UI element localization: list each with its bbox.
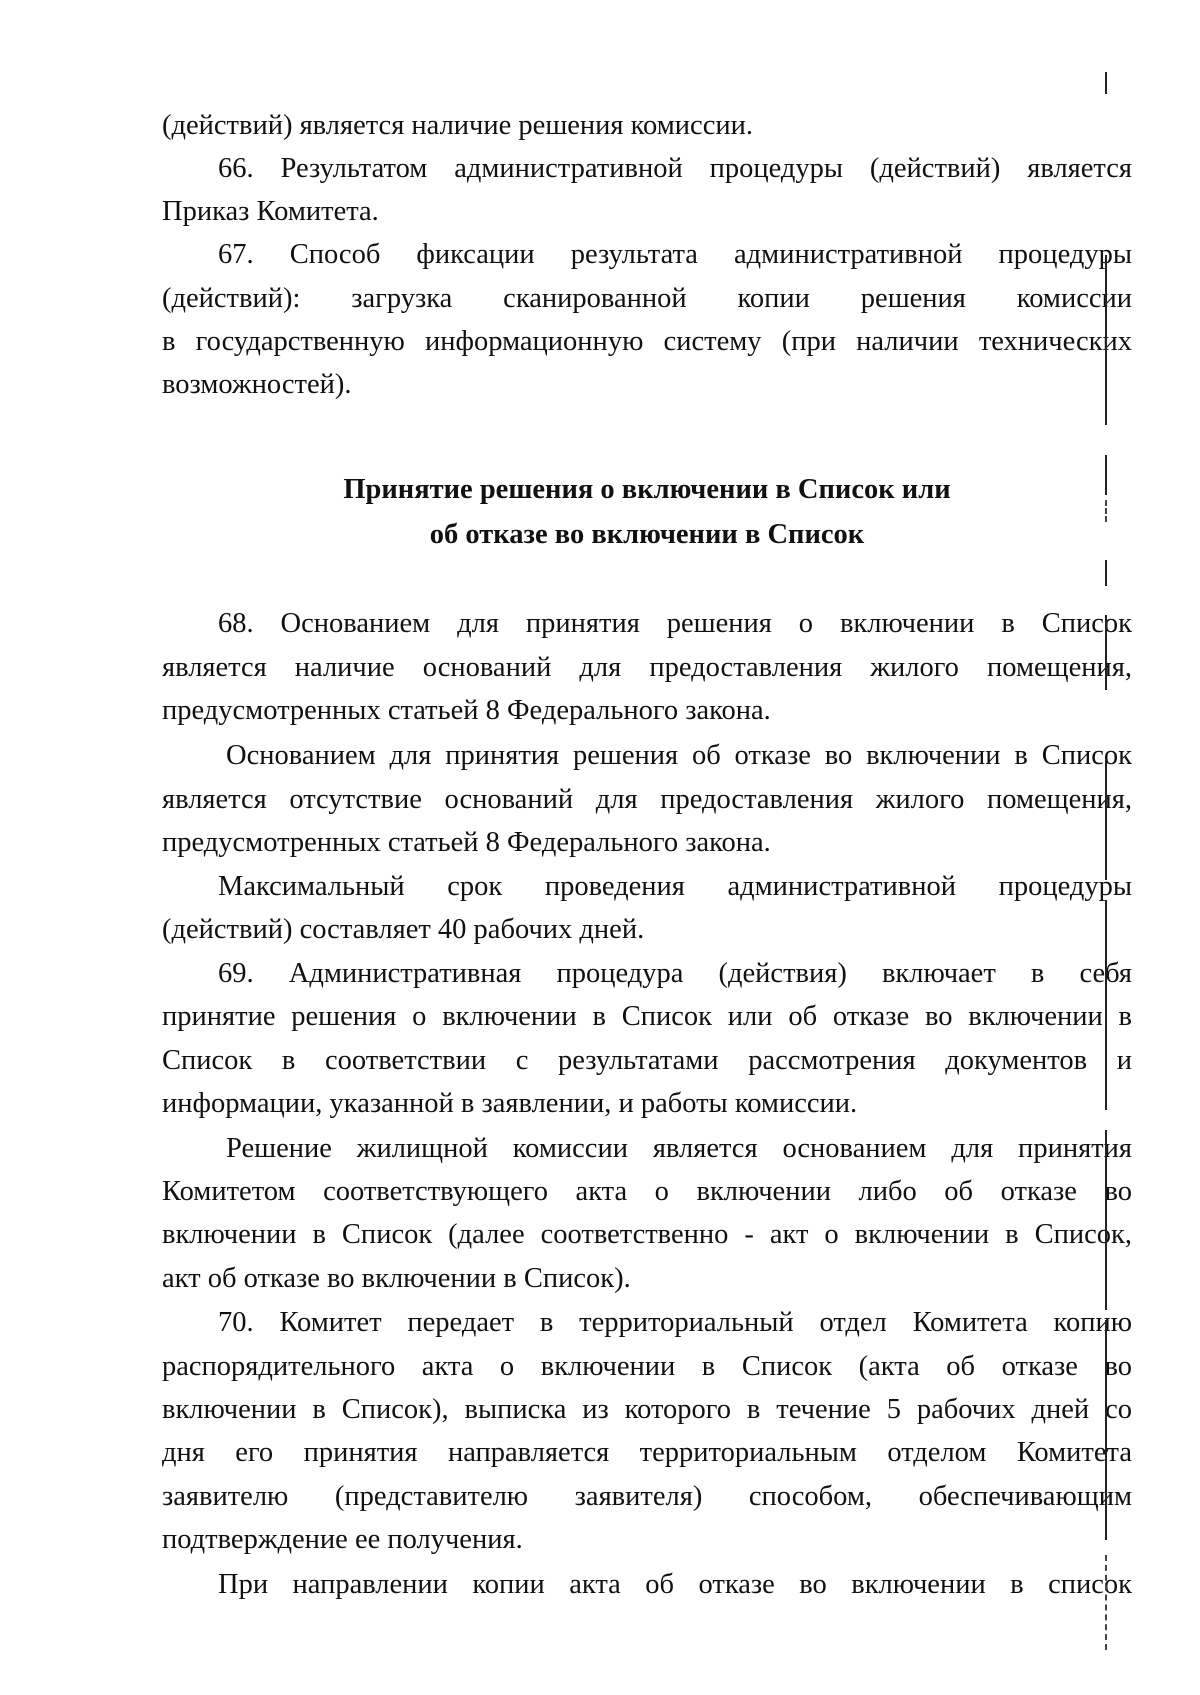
text-line: Комитетом соответствующего акта о включении либо об отказе во bbox=[162, 1176, 1132, 1207]
text-line: является наличие оснований для предоставления жилого помещения, bbox=[162, 652, 1132, 683]
text-line: Список в соответствии с результатами рассмотрения документов и bbox=[162, 1045, 1132, 1076]
scan-artifact-line bbox=[1105, 1555, 1107, 1650]
text-line: При направлении копии акта об отказе во включении в список bbox=[218, 1569, 1132, 1600]
text-line: включении в Список), выписка из которого в течение 5 рабочих дней со bbox=[162, 1394, 1132, 1425]
text-line: распорядительного акта о включении в Список (акта об отказе во bbox=[162, 1351, 1132, 1382]
text-line: Максимальный срок проведения административной процедуры bbox=[218, 871, 1132, 902]
text-line: 69. Административная процедура (действия) включает в себя bbox=[218, 958, 1132, 989]
text-line: 68. Основанием для принятия решения о включении в Список bbox=[218, 608, 1132, 639]
scan-artifact-line bbox=[1105, 455, 1107, 495]
scan-artifact-line bbox=[1105, 760, 1107, 880]
scan-artifact-line bbox=[1105, 615, 1107, 690]
text-line: (действий) является наличие решения комиссии. bbox=[162, 110, 753, 141]
scan-artifact-line bbox=[1105, 72, 1107, 94]
section-heading-line: Принятие решения о включении в Список или bbox=[343, 474, 951, 505]
text-line: Приказ Комитета. bbox=[162, 196, 379, 227]
text-line: 67. Способ фиксации результата административной процедуры bbox=[218, 239, 1132, 270]
text-line: предусмотренных статьей 8 Федерального закона. bbox=[162, 695, 771, 726]
text-line: включении в Список (далее соответственно - акт о включении в Список, bbox=[162, 1219, 1132, 1250]
scan-artifact-line bbox=[1105, 1130, 1107, 1310]
text-line: предусмотренных статьей 8 Федерального закона. bbox=[162, 827, 771, 858]
scan-artifact-line bbox=[1105, 255, 1107, 425]
text-line: Решение жилищной комиссии является основанием для принятия bbox=[226, 1133, 1132, 1164]
text-line: подтверждение ее получения. bbox=[162, 1524, 523, 1555]
text-line: в государственную информационную систему (при наличии технических bbox=[162, 326, 1132, 357]
text-line: информации, указанной в заявлении, и работы комиссии. bbox=[162, 1088, 858, 1119]
text-line: (действий): загрузка сканированной копии решения комиссии bbox=[162, 283, 1132, 314]
text-line: 70. Комитет передает в территориальный отдел Комитета копию bbox=[218, 1307, 1132, 1338]
scan-artifact-line bbox=[1105, 500, 1107, 522]
text-line: акт об отказе во включении в Список). bbox=[162, 1263, 631, 1294]
text-line: является отсутствие оснований для предоставления жилого помещения, bbox=[162, 784, 1132, 815]
text-line: заявителю (представителю заявителя) способом, обеспечивающим bbox=[162, 1481, 1132, 1512]
scan-artifact-line bbox=[1105, 560, 1107, 586]
text-line: дня его принятия направляется территориальным отделом Комитета bbox=[162, 1437, 1132, 1468]
scan-artifact-line bbox=[1105, 900, 1107, 1110]
section-heading-line: об отказе во включении в Список bbox=[429, 519, 865, 550]
scan-artifact-line bbox=[1105, 1320, 1107, 1540]
text-line: возможностей). bbox=[162, 369, 352, 400]
text-line: 66. Результатом административной процедуры (действий) является bbox=[218, 153, 1132, 184]
text-line: (действий) составляет 40 рабочих дней. bbox=[162, 914, 645, 945]
text-line: принятие решения о включении в Список или об отказе во включении в bbox=[162, 1001, 1132, 1032]
text-line: Основанием для принятия решения об отказе во включении в Список bbox=[226, 740, 1132, 771]
